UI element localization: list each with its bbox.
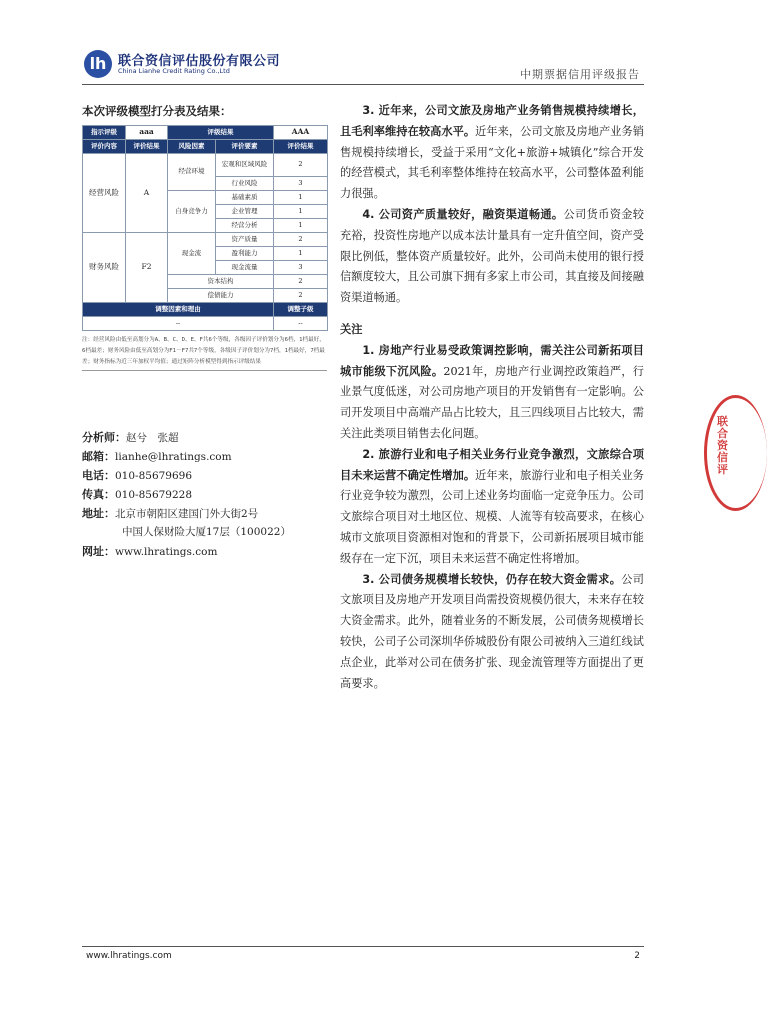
indicative-rating-value: aaa <box>126 126 168 140</box>
adjust-reason-value: -- <box>83 317 274 331</box>
strength-paragraph-4 <box>340 205 644 309</box>
cashflow-label: 现金流 <box>168 233 216 275</box>
web-value[interactable]: www.lhratings.com <box>115 546 218 558</box>
report-title: 中期票据信用评级报告 <box>520 68 640 81</box>
element-cell: 行业风险 <box>216 177 274 191</box>
table-title: 本次评级模型打分表及结果： <box>82 104 232 118</box>
web-label: 网址： <box>82 545 115 558</box>
business-risk-result: A <box>126 154 168 233</box>
final-rating-value: AAA <box>274 126 328 140</box>
address-row <box>82 504 332 523</box>
seal-stamp <box>704 395 767 511</box>
concern-2-heading: 2. 旅游行业和电子相关业务行业竞争激烈，文旅综合项目未来运营不确定性增加。 <box>340 447 644 482</box>
score-cell: 2 <box>274 154 328 177</box>
email-value[interactable]: lianhe@lhratings.com <box>115 451 232 463</box>
adjustment-row <box>83 317 328 331</box>
indicative-rating-label: 指示评级 <box>83 126 126 140</box>
score-cell: 1 <box>274 219 328 233</box>
adjustment-header-row <box>83 303 328 317</box>
score-cell: 1 <box>274 191 328 205</box>
phone-row <box>82 466 332 485</box>
concern-paragraph-3 <box>340 570 644 695</box>
finance-risk-result: F2 <box>126 233 168 303</box>
page-number: 2 <box>634 951 640 961</box>
score-cell: 2 <box>274 289 328 303</box>
adjust-notch-header: 调整子级 <box>274 303 328 317</box>
company-name-cn: 联合资信评估股份有限公司 <box>118 54 281 69</box>
address-label: 地址： <box>82 507 115 520</box>
finance-risk-label: 财务风险 <box>83 233 126 303</box>
score-cell: 2 <box>274 233 328 247</box>
company-name-en: China Lianhe Credit Rating Co.,Ltd <box>118 67 230 75</box>
strength-3-heading: 3. 近年来，公司文旅及房地产业务销售规模持续增长，且毛利率维持在较高水平。 <box>340 104 644 138</box>
analyst-names: 赵兮 张超 <box>126 432 179 444</box>
competitiveness-label: 自身竞争力 <box>168 191 216 233</box>
element-cell: 基础素质 <box>216 191 274 205</box>
concerns-heading: 关注 <box>340 322 363 336</box>
score-cell: 3 <box>274 261 328 275</box>
web-row <box>82 542 332 561</box>
table-row <box>83 154 328 177</box>
concern-1-body: 2021年，房地产行业调控政策趋严，行业景气度低迷，对公司房地产项目的开发销售有一定影响。公司开发项目中高端产品占比较大，且三四线项目占比较大，需关注此类项目销售去化问题。 <box>340 364 644 440</box>
fax-value: 010-85679228 <box>115 489 193 501</box>
page-footer <box>82 946 644 969</box>
email-label: 邮箱： <box>82 450 115 463</box>
col-header: 评价内容 <box>83 140 126 154</box>
col-header: 评价结果 <box>274 140 328 154</box>
col-header: 评价结果 <box>126 140 168 154</box>
table-note: 注：经营风险由低至高划分为A、B、C、D、E、F共6个等级，各级因子评价划分为6档，1档最好，6档最差；财务风险由低至高划分为F1－F7共7个等级，各级因子评价划分为7档，1档最好，7档最差；财务指标为近三年加权平均值；通过矩阵分析模型得到指示评级结果 <box>82 335 327 371</box>
element-cell: 盈利能力 <box>216 247 274 261</box>
email-row <box>82 447 332 466</box>
element-cell: 企业管理 <box>216 205 274 219</box>
fax-row <box>82 485 332 504</box>
rating-model-section <box>82 103 327 371</box>
col-header: 风险因素 <box>168 140 216 154</box>
operating-env-label: 经营环境 <box>168 154 216 191</box>
table-header-row <box>83 140 328 154</box>
seal-text: 联合资信评 <box>717 415 728 476</box>
concern-paragraph-2 <box>340 445 644 570</box>
strength-4-body: 公司货币资金较充裕，投资性房地产以成本法计量具有一定升值空间，资产受限比例低，整体资产质量较好。此外，公司尚未使用的银行授信额度较大，且公司旗下拥有多家上市公司，其直接及间接融资渠道畅通。 <box>340 207 644 305</box>
page-header <box>82 44 644 85</box>
phone-label: 电话： <box>82 469 115 482</box>
main-text <box>340 101 644 694</box>
analyst-contact <box>82 428 332 561</box>
element-cell: 资产质量 <box>216 233 274 247</box>
analyst-label: 分析师： <box>82 431 126 444</box>
company-logo-icon: lh <box>84 50 112 78</box>
concern-2-body: 近年来，旅游行业和电子相关业务行业竞争较为激烈，公司上述业务均面临一定竞争压力。公司文旅综合项目对土地区位、规模、人流等有较高要求，在核心城市文旅项目资源相对饱和的背景下，公司新拓展项目城市能级存在一定下沉，项目未来运营不确定性将增加。 <box>340 468 644 565</box>
rating-score-table <box>82 125 328 331</box>
score-cell: 3 <box>274 177 328 191</box>
strength-3-body: 近年来，公司文旅及房地产业务销售规模持续增长，受益于采用“文化+旅游+城镇化”综合开发的经营模式，其毛利率整体维持在较高水平，公司整体盈利能力很强。 <box>340 124 644 201</box>
table-row <box>83 233 328 247</box>
fax-label: 传真： <box>82 488 115 501</box>
concern-paragraph-1 <box>340 341 644 445</box>
indicative-rating-row <box>83 126 328 140</box>
adjust-notch-value: -- <box>274 317 328 331</box>
business-risk-label: 经营风险 <box>83 154 126 233</box>
final-rating-label: 评级结果 <box>168 126 274 140</box>
score-cell: 1 <box>274 205 328 219</box>
address-line2: 中国人保财险大厦17层（100022） <box>122 526 291 538</box>
concern-3-body: 公司文旅项目及房地产开发项目尚需投资规模仍很大，未来存在较大资金需求。此外，随着业务的不断发展，公司债务规模增长较快，公司子公司深圳华侨城股份有限公司被纳入三道红线试点企业，此举对公司在债务扩张、现金流管理等方面提出了更高要求。 <box>340 572 644 690</box>
concern-1-heading: 1. 房地产行业易受政策调控影响，需关注公司新拓项目城市能级下沉风险。 <box>340 343 644 378</box>
element-cell: 经营分析 <box>216 219 274 233</box>
repayment-ability-label: 偿债能力 <box>168 289 274 303</box>
footer-url[interactable]: www.lhratings.com <box>86 951 172 961</box>
capital-structure-label: 资本结构 <box>168 275 274 289</box>
concern-3-heading: 3. 公司债务规模增长较快，仍存在较大资金需求。 <box>362 572 622 586</box>
score-cell: 2 <box>274 275 328 289</box>
strength-paragraph-3 <box>340 101 644 205</box>
address-line1: 北京市朝阳区建国门外大街2号 <box>115 508 259 520</box>
score-cell: 1 <box>274 247 328 261</box>
col-header: 评价要素 <box>216 140 274 154</box>
analyst-row <box>82 428 332 447</box>
adjust-reason-header: 调整因素和理由 <box>83 303 274 317</box>
element-cell: 现金流量 <box>216 261 274 275</box>
strength-4-heading: 4. 公司资产质量较好，融资渠道畅通。 <box>362 207 564 221</box>
element-cell: 宏观和区域风险 <box>216 154 274 177</box>
phone-value: 010-85679696 <box>115 470 193 482</box>
